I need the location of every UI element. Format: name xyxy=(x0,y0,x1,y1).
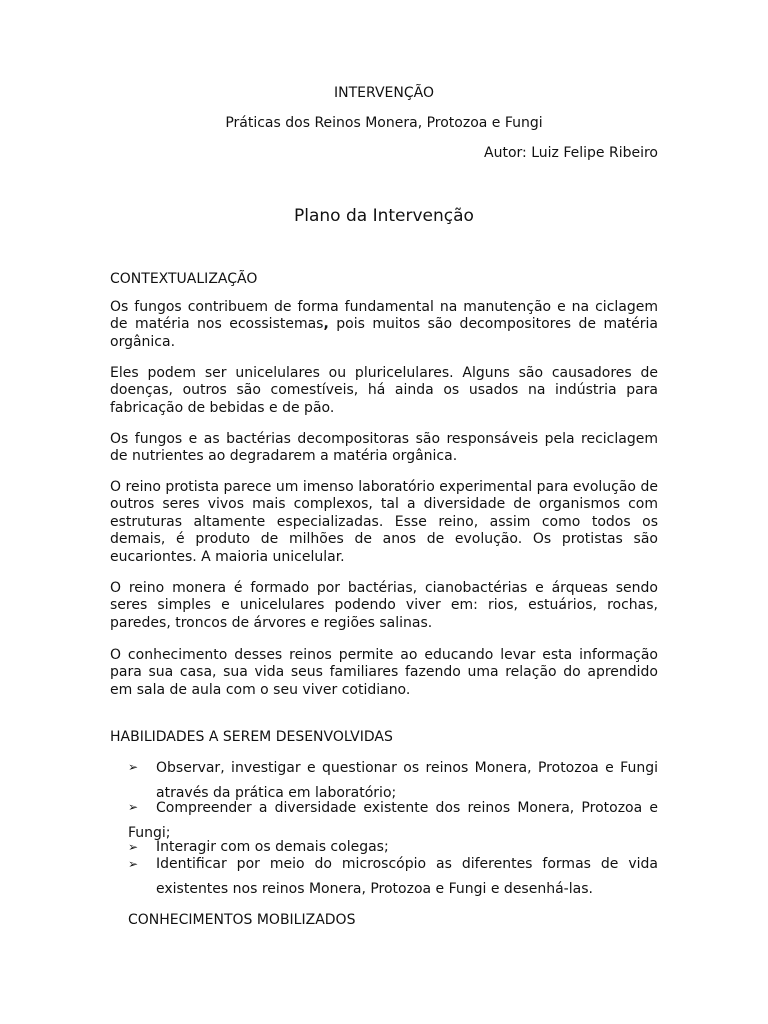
skill-item-1-line-1: Observar, investigar e questionar os reinos Monera, Protozoa e Fungi xyxy=(156,760,658,776)
document-author: Autor: Luiz Felipe Ribeiro xyxy=(484,145,658,161)
bullet-arrow-icon: ➢ xyxy=(128,760,139,774)
context-paragraph-1-part-b: pois muitos são decompositores de matéria orgânica. xyxy=(110,316,659,350)
bullet-arrow-icon: ➢ xyxy=(128,800,139,814)
bullet-arrow-icon: ➢ xyxy=(128,840,139,854)
skill-item-4-line-1: Identificar por meio do microscópio as diferentes formas de vida xyxy=(156,856,658,872)
bullet-arrow-icon: ➢ xyxy=(128,857,139,871)
knowledge-heading: CONHECIMENTOS MOBILIZADOS xyxy=(128,912,356,928)
document-subtitle: Práticas dos Reinos Monera, Protozoa e Fungi xyxy=(225,115,543,131)
context-paragraph-1-comma: , xyxy=(323,316,329,333)
document-title: INTERVENÇÃO xyxy=(334,85,434,101)
skill-item-3: Interagir com os demais colegas; xyxy=(156,839,389,855)
skill-item-1-line-2: através da prática em laboratório; xyxy=(156,785,397,801)
context-paragraph-1 xyxy=(110,299,658,351)
plan-title: Plano da Intervenção xyxy=(294,206,474,226)
context-paragraph-6: O conhecimento desses reinos permite ao educando levar esta informação para sua casa, sua vida seus familiares fazendo uma relação do aprendido em sala de aula com o seu viver cotidiano. xyxy=(110,647,658,698)
context-paragraph-4: O reino protista parece um imenso laboratório experimental para evolução de outros seres vivos mais complexos, tal a diversidade de organismos com estruturas altamente especializadas. Esse reino, assim como todos os demais, é produto de milhões de anos de evolução. Os protistas são eucariontes. A maioria unicelular. xyxy=(110,479,658,565)
skills-heading: HABILIDADES A SEREM DESENVOLVIDAS xyxy=(110,729,393,745)
skill-item-2-line-1: Compreender a diversidade existente dos reinos Monera, Protozoa e xyxy=(156,800,658,816)
context-paragraph-2: Eles podem ser unicelulares ou pluricelulares. Alguns são causadores de doenças, outros são comestíveis, há ainda os usados na indústria para fabricação de bebidas e de pão. xyxy=(110,365,658,416)
skill-item-2-line-2: Fungi; xyxy=(128,825,171,841)
context-paragraph-3: Os fungos e as bactérias decompositoras são responsáveis pela reciclagem de nutrientes ao degradarem a matéria orgânica. xyxy=(110,431,658,465)
context-heading: CONTEXTUALIZAÇÃO xyxy=(110,271,258,287)
context-paragraph-5: O reino monera é formado por bactérias, cianobactérias e árqueas sendo seres simples e unicelulares podendo viver em: rios, estuários, rochas, paredes, troncos de árvores e regiões salinas. xyxy=(110,580,658,631)
context-paragraph-1-part-a: Os fungos contribuem de forma fundamental na manutenção e na ciclagem de matéria nos ecossistemas xyxy=(110,299,658,333)
skill-item-4-line-2: existentes nos reinos Monera, Protozoa e Fungi e desenhá-las. xyxy=(156,881,593,897)
